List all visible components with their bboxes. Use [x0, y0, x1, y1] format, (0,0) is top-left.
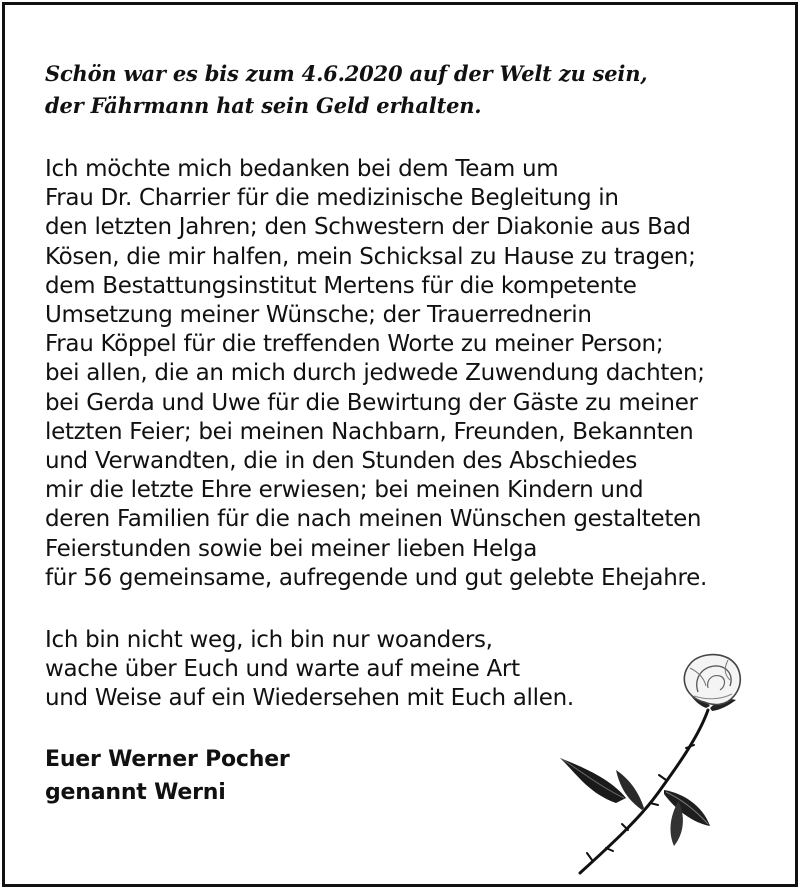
- thanks-line: den letzten Jahren; den Schwestern der Diakonie aus Bad: [45, 214, 691, 241]
- thanks-line: Feierstunden sowie bei meiner lieben Helga: [45, 535, 538, 562]
- thanks-line: dem Bestattungsinstitut Mertens für die kompetente: [45, 272, 637, 299]
- thanks-line: Ich möchte mich bedanken bei dem Team um: [45, 156, 559, 182]
- thanks-line: deren Familien für die nach meinen Wünschen gestalteten: [45, 506, 702, 533]
- closing-line: Ich bin nicht weg, ich bin nur woanders,: [45, 627, 493, 654]
- motto-line: Schön war es bis zum 4.6.2020 auf der Welt zu sein,: [45, 61, 648, 86]
- thanks-line: Frau Köppel für die treffenden Worte zu meiner Person;: [45, 331, 664, 358]
- motto-line: der Fährmann hat sein Geld erhalten.: [45, 93, 482, 118]
- thanks-line: mir die letzte Ehre erwiesen; bei meinen Kindern und: [45, 477, 644, 504]
- signature-name: Euer Werner Pocher: [45, 746, 290, 772]
- thanks-line: Frau Dr. Charrier für die medizinische Begleitung in: [45, 185, 619, 212]
- thanks-line: und Verwandten, die in den Stunden des Abschiedes: [45, 448, 638, 475]
- rose-icon: [558, 648, 748, 878]
- thanks-line: bei allen, die an mich durch jedwede Zuwendung dachten;: [45, 360, 705, 387]
- thanks-line: letzten Feier; bei meinen Nachbarn, Freunden, Bekannten: [45, 418, 694, 445]
- signature-nickname: genannt Werni: [45, 779, 226, 805]
- thanks-line: für 56 gemeinsame, aufregende und gut gelebte Ehejahre.: [45, 564, 707, 591]
- thanks-line: Umsetzung meiner Wünsche; der Trauerrednerin: [45, 302, 592, 329]
- closing-line: wache über Euch und warte auf meine Art: [45, 656, 520, 683]
- closing-line: und Weise auf ein Wiedersehen mit Euch allen.: [45, 685, 574, 712]
- thanks-paragraph: [45, 155, 765, 593]
- thanks-line: Kösen, die mir halfen, mein Schicksal zu Hause zu tragen;: [45, 243, 696, 270]
- thanks-line: bei Gerda und Uwe für die Bewirtung der Gäste zu meiner: [45, 389, 698, 416]
- motto: [45, 58, 765, 122]
